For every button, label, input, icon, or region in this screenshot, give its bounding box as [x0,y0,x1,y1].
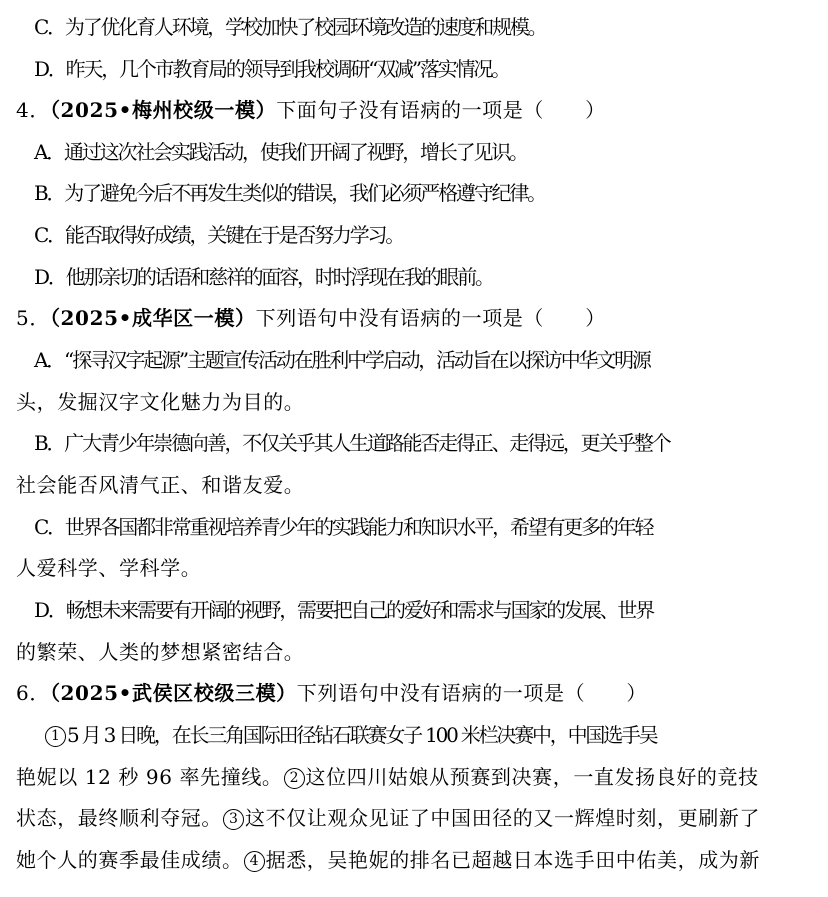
option-continuation-line: 的繁荣、人类的梦想紧密结合。 [16,640,305,664]
question-text: 下列语句中没有语病的一项是（ ） [255,306,606,330]
question-source: （2025•武侯区校级三模） [49,681,297,705]
passage-text: 艳妮以 12 秒 96 率先撞线。 [16,765,283,789]
option-line: D．昨天，几个市教育局的领导到我校调研“双减”落实情况。 [34,57,509,81]
option-line: D．他那亲切的话语和慈祥的面容，时时浮现在我的眼前。 [34,265,493,289]
question-number: 6． [16,681,50,705]
sentence-marker: 3 [223,809,244,830]
passage-line [16,756,816,798]
passage-text: 她个人的赛季最佳成绩。 [16,848,243,872]
option-continuation-line: 社会能否风清气正、和谐友爱。 [16,473,305,497]
question-number: 5． [16,306,50,330]
sentence-marker: 1 [45,726,66,747]
question-4-line [16,89,816,131]
question-text: 下面句子没有语病的一项是（ ） [276,98,606,122]
option-line: D．畅想未来需要有开阔的视野，需要把自己的爱好和需求与国家的发展、世界 [34,598,654,622]
passage-text: 这位四川姑娘从预赛到决赛，一直发扬良好的竞技 [305,765,759,789]
option-line: C．为了优化育人环境，学校加快了校园环境改造的速度和规模。 [34,15,546,39]
option-line: A．通过这次社会实践活动，使我们开阔了视野，增长了见识。 [34,140,527,164]
option-line: C．世界各国都非常重视培养青少年的实践能力和知识水平，希望有更多的年轻 [34,515,653,539]
question-source: （2025•梅州校级一模） [49,98,277,122]
question-text: 下列语句中没有语病的一项是（ ） [296,681,647,705]
passage-line [16,839,816,881]
option-line: A．“探寻汉字起源”主题宣传活动在胜利中学启动，活动旨在以探访中华文明源 [34,348,650,372]
question-source: （2025•成华区一模） [49,306,256,330]
option-continuation-line: 人爱科学、学科学。 [16,556,202,580]
option-line: C．能否取得好成绩，关键在于是否努力学习。 [34,223,404,247]
sentence-marker: 2 [284,768,305,789]
question-6-line [16,672,816,714]
sentence-marker: 4 [244,851,265,872]
passage-text: 这不仅让观众见证了中国田径的又一辉煌时刻，更刷新了 [245,806,760,830]
option-line: B．广大青少年崇德向善，不仅关乎其人生道路能否走得正、走得远，更关乎整个 [34,431,670,455]
passage-line [44,714,828,756]
passage-line [16,797,816,839]
option-continuation-line: 头，发掘汉字文化魅力为目的。 [16,390,305,414]
passage-text: 据悉，吴艳妮的排名已超越日本选手田中佑美，成为新 [265,848,761,872]
passage-text: 5 月 3 日晚，在长三角国际田径钻石联赛女子 100 米栏决赛中，中国选手吴 [67,723,657,747]
question-5-line [16,297,816,339]
passage-text: 状态，最终顺利夺冠。 [16,806,222,830]
question-number: 4． [16,98,50,122]
option-line: B．为了避免今后不再发生类似的错误，我们必须严格遵守纪律。 [34,181,545,205]
